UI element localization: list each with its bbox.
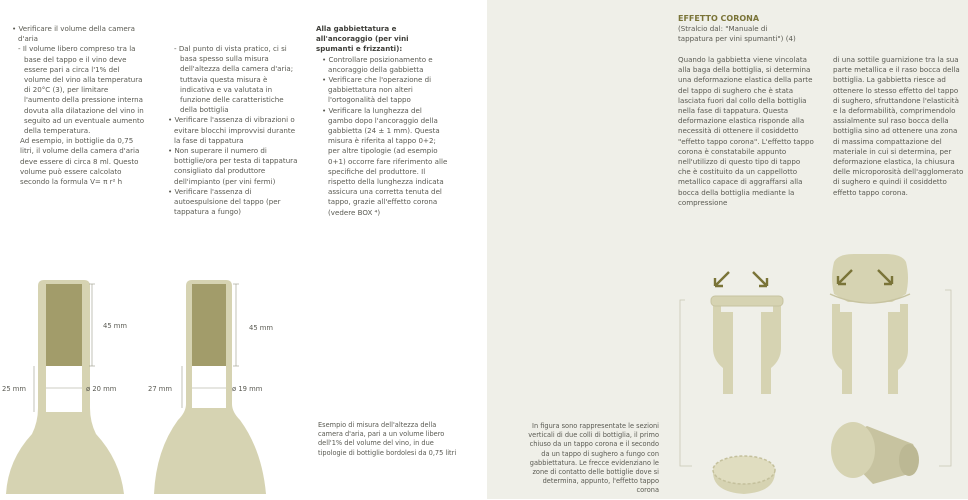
- bottle-2-diameter-label: ø 19 mm: [232, 385, 263, 393]
- col3-item: • Verificare che l'operazione di gabbiettatura non alteri l'ortogonalità del tappo: [322, 75, 432, 105]
- box-column-2: di una sottile guarnizione tra la sua parte metallica e il raso bocca della bottiglia. La gabbietta riesce ad ottenere lo stesso effetto del tappo di sughero, sfruttandone l'elasticità e la deformabilità, comprimendolo assialmente sul raso bocca della bottiglia sino ad ottenere una zona di massima compattazione del materiale in cui si determina, per deformazione elastica, la chiusura delle microporosità dell'agglomerato di sughero e quindi il cosiddetto effetto tappo corona.: [833, 55, 964, 197]
- bottle-1-air-chamber: [46, 366, 82, 412]
- bottle-2-height-label: 45 mm: [249, 324, 274, 332]
- col1-item: Ad esempio, in bottiglie da 0,75 litri, il volume della camera d'aria deve essere di circa 8 ml. Questo volume può essere calcolato secondo la formula V= π r² h: [20, 136, 140, 187]
- box-column-1: Quando la gabbietta viene vincolata alla baga della bottiglia, si determina una deformazione elastica della parte del tappo di sughero che è stata lasciata fuori dal collo della bottiglia nella fase di tappatura. Questa deformazione elastica risponde alla necessità di ottenere il cosiddetto "effetto tappo corona". L'effetto tappo corona è constatabile appunto nell'utilizzo di questo tipo di tappo che è costituito da un cappellotto metallico capace di aggraffarsi alla bocca della bottiglia mediante la compressione: [678, 55, 814, 207]
- col3-item: • Verificare la lunghezza del gambo dopo l'ancoraggio della gabbietta (24 ± 1 mm). Questa misura è riferita al tappo 0+2; per altre tipologie (ad esempio 0+1) occorre fare riferimento alle specifiche del produttore. Il rispetto della lunghezza indicata assicura una corretta tenuta del tappo, grazie all'effetto corona (vedere BOX ⁴): [322, 105, 448, 217]
- col1-item: - Il volume libero compreso tra la base del tappo e il vino deve essere pari a circa l'1% del volume del vino alla temperatura di 20°C (3), per limitare l'aumento della pressione interna dovuta alla dilatazione del vino in seguito ad un eventuale aumento della temperatura.: [18, 44, 145, 136]
- col2-item: • Verificare l'assenza di autoespulsione del tappo (per tappatura a fungo): [168, 186, 281, 217]
- bottle-2-air-chamber: [192, 366, 226, 408]
- column-1: [6, 24, 146, 187]
- col2-item: - Dal punto di vista pratico, ci si basa spesso sulla misura dell'altezza della camera d'aria; tuttavia questa misura è indicativa e va valutata in funzione delle caratteristiche della bottiglia: [174, 44, 294, 115]
- bottle-2-air-label: 27 mm: [148, 385, 173, 393]
- bottle-diagram-1: [0, 280, 140, 500]
- col1-item: • Verificare il volume della camera d'aria: [12, 24, 136, 44]
- figure-caption-right: In figura sono rappresentate le sezioni verticali di due colli di bottiglia, il primo chiuso da un tappo corona e il secondo da un tappo di sughero a fungo con gabbiettatura. Le frecce evidenziano le zone di contatto delle bottiglie dove si determina, appunto, l'effetto tappo corona: [528, 422, 659, 495]
- figure-caption-left: Esempio di misura dell'altezza della camera d'aria, pari a un volume libero dell'1% del volume del vino, in due tipologie di bottiglie bordolesi da 0,75 litri: [318, 421, 457, 457]
- col2-item: • Verificare l'assenza di vibrazioni o evitare blocchi improvvisi durante la fase di tappatura: [168, 115, 296, 145]
- box-title: EFFETTO CORONA: [678, 14, 760, 23]
- bottle-1-cork: [46, 284, 82, 366]
- bottle-1-diameter-label: ø 20 mm: [86, 385, 117, 393]
- column-3-heading: Alla gabbiettatura e all'ancoraggio (per vini spumanti e frizzanti):: [316, 24, 409, 54]
- col2-item: • Non superare il numero di bottiglie/ora per testa di tappatura consigliato dal produttore dell'impianto (per vini fermi): [168, 146, 298, 186]
- box-subtitle: (Stralcio dal: "Manuale di tappatura per vini spumanti") (4): [678, 24, 796, 44]
- mushroom-cork-3d: [817, 408, 927, 488]
- bottle-diagram-2: [146, 280, 286, 500]
- bottle-1-height-label: 45 mm: [103, 322, 128, 330]
- right-page-box: [487, 0, 968, 499]
- crown-cap-3d: [709, 448, 779, 498]
- col3-item: • Controllare posizionamento e ancoraggio della gabbietta: [322, 54, 433, 74]
- column-2: [162, 44, 302, 217]
- bottle-2-cork: [192, 284, 226, 366]
- column-3: [316, 24, 448, 218]
- bottle-1-air-label: 25 mm: [2, 385, 27, 393]
